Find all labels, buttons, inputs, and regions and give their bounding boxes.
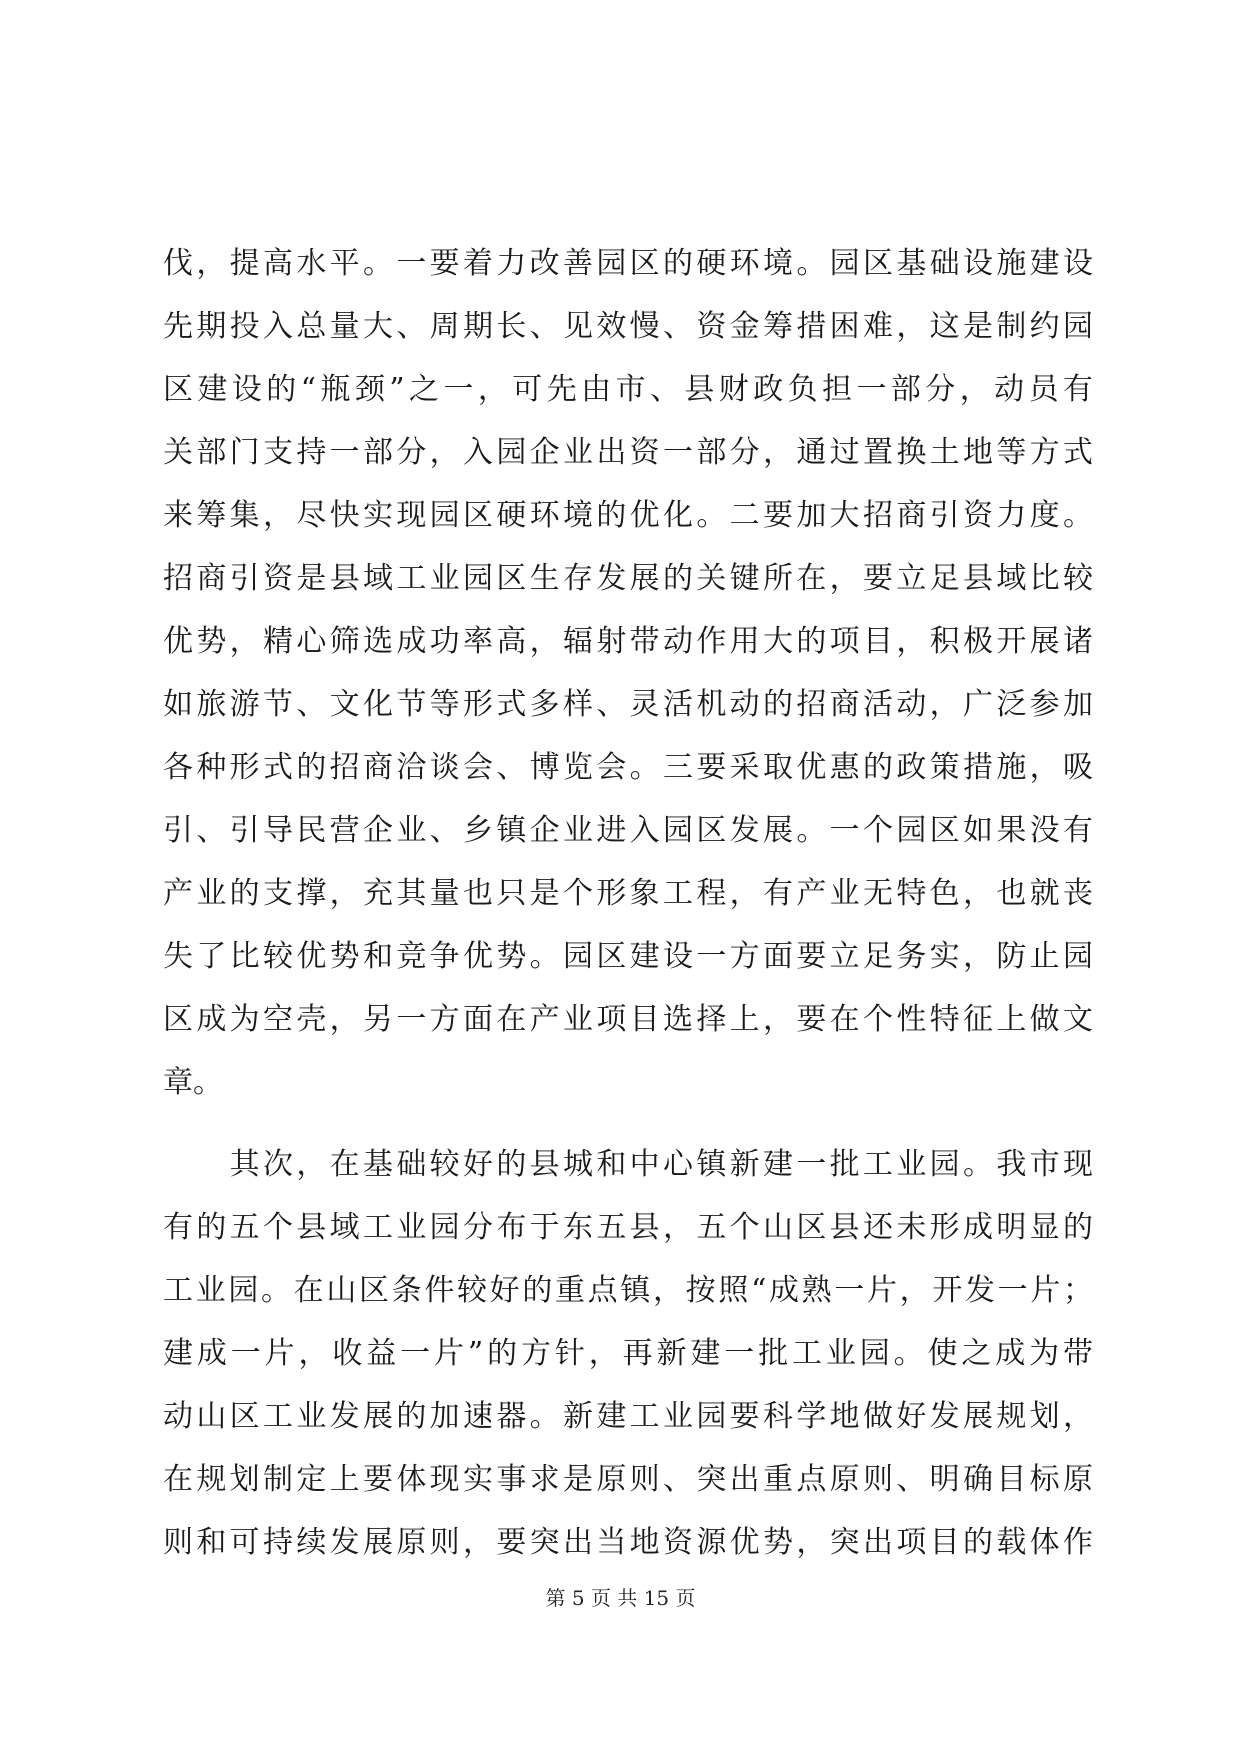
- text-line: 动山区工业发展的加速器。新建工业园要科学地做好发展规划，: [163, 1399, 1093, 1434]
- text-line: 建成一片，收益一片”的方针，再新建一批工业园。使之成为带: [163, 1336, 1093, 1371]
- text-line: 在规划制定上要体现实事求是原则、突出重点原则、明确目标原: [163, 1462, 1093, 1497]
- text-line: 招商引资是县域工业园区生存发展的关键所在，要立足县域比较: [163, 561, 1093, 596]
- text-line: 其次，在基础较好的县城和中心镇新建一批工业园。我市现: [163, 1147, 1093, 1182]
- text-line: 章。: [163, 1065, 223, 1100]
- text-line: 有的五个县域工业园分布于东五县，五个山区县还未形成明显的: [163, 1210, 1093, 1245]
- text-line: 先期投入总量大、周期长、见效慢、资金筹措困难，这是制约园: [163, 309, 1093, 344]
- text-line: 优势，精心筛选成功率高，辐射带动作用大的项目，积极开展诸: [163, 624, 1093, 659]
- page-number-footer: 第 5 页 共 15 页: [545, 1586, 696, 1610]
- text-line: 如旅游节、文化节等形式多样、灵活机动的招商活动，广泛参加: [163, 687, 1093, 722]
- text-line: 伐，提高水平。一要着力改善园区的硬环境。园区基础设施建设: [163, 246, 1093, 281]
- text-line: 区建设的“瓶颈”之一，可先由市、县财政负担一部分，动员有: [163, 372, 1093, 407]
- body-text: [163, 232, 1093, 1574]
- text-line: 引、引导民营企业、乡镇企业进入园区发展。一个园区如果没有: [163, 813, 1093, 848]
- text-line: 各种形式的招商洽谈会、博览会。三要采取优惠的政策措施，吸: [163, 750, 1093, 785]
- text-line: 工业园。在山区条件较好的重点镇，按照“成熟一片，开发一片；: [163, 1273, 1093, 1308]
- text-line: 来筹集，尽快实现园区硬环境的优化。二要加大招商引资力度。: [163, 498, 1093, 533]
- text-line: 产业的支撑，充其量也只是个形象工程，有产业无特色，也就丧: [163, 876, 1093, 911]
- text-line: 区成为空壳，另一方面在产业项目选择上，要在个性特征上做文: [163, 1002, 1093, 1037]
- text-line: 失了比较优势和竞争优势。园区建设一方面要立足务实，防止园: [163, 939, 1093, 974]
- text-line: 关部门支持一部分，入园企业出资一部分，通过置换土地等方式: [163, 435, 1093, 470]
- text-line: 则和可持续发展原则，要突出当地资源优势，突出项目的载体作: [163, 1525, 1093, 1560]
